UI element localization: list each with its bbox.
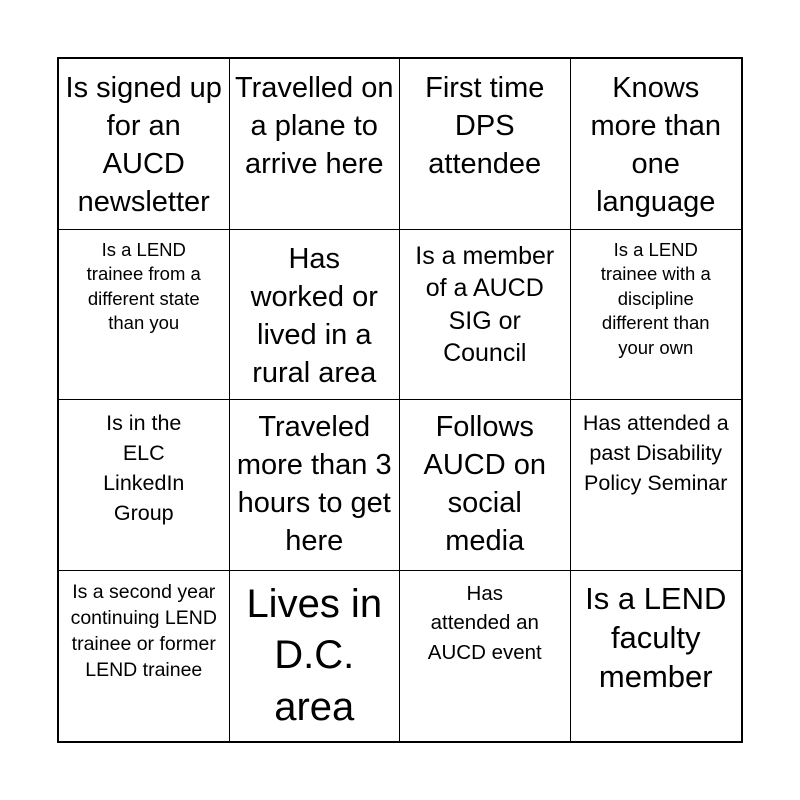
bingo-cell[interactable] <box>59 59 230 230</box>
cell-text: Is a member of a AUCD SIG or Council <box>415 241 555 367</box>
cell-text: Knows more than one language <box>590 72 722 218</box>
bingo-cell[interactable] <box>400 571 571 742</box>
cell-text: Has worked or lived in a rural area <box>250 242 378 389</box>
cell-text: Is signed up for an AUCD newsletter <box>65 72 222 218</box>
cell-text: Traveled more than 3 hours to get here <box>236 411 392 557</box>
bingo-cell[interactable] <box>400 59 571 230</box>
bingo-cell[interactable] <box>230 400 401 571</box>
bingo-cell[interactable] <box>230 571 401 742</box>
bingo-cell[interactable] <box>571 571 742 742</box>
bingo-cell[interactable] <box>571 400 742 571</box>
cell-text: Is a LEND faculty member <box>585 580 727 694</box>
bingo-cell[interactable] <box>59 400 230 571</box>
cell-text: Is in the ELC LinkedIn Group <box>103 411 185 525</box>
cell-text: Is a LEND trainee from a different state than you <box>86 238 201 333</box>
bingo-cell[interactable] <box>571 230 742 401</box>
cell-text: Has attended a past Disability Policy Seminar <box>582 411 729 495</box>
bingo-cell[interactable] <box>59 571 230 742</box>
bingo-cell[interactable] <box>400 400 571 571</box>
bingo-cell[interactable] <box>230 230 401 401</box>
cell-text: Has attended an AUCD event <box>427 581 542 664</box>
cell-text: Travelled on a plane to arrive here <box>234 72 394 180</box>
bingo-cell[interactable] <box>59 230 230 401</box>
cell-text: Is a LEND trainee with a discipline different than your own <box>600 238 711 358</box>
cell-text: Follows AUCD on social media <box>423 411 546 557</box>
cell-text: Lives in D.C. area <box>246 581 383 729</box>
bingo-board <box>57 57 743 743</box>
bingo-cell[interactable] <box>400 230 571 401</box>
bingo-cell[interactable] <box>230 59 401 230</box>
cell-text: Is a second year continuing LEND trainee or former LEND trainee <box>70 580 217 681</box>
bingo-cell[interactable] <box>571 59 742 230</box>
cell-text: First time DPS attendee <box>425 72 545 180</box>
